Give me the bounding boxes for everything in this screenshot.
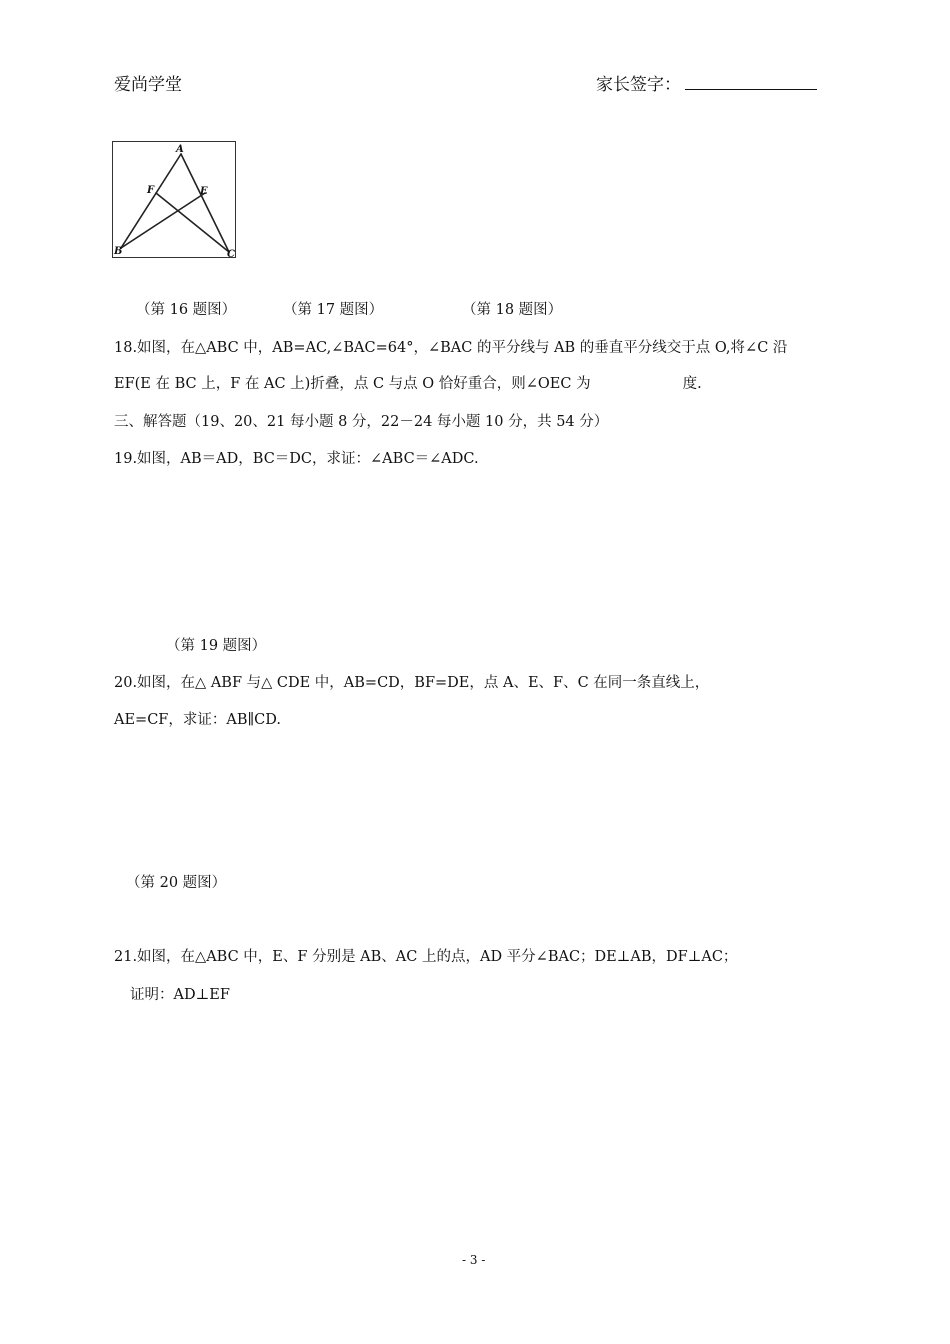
figure-q18 [112, 141, 236, 258]
q18-unit: 度. [682, 376, 702, 392]
caption-fig17: （第 17 题图） [283, 302, 384, 318]
q21-line1: 21.如图，在△ABC 中，E、F 分别是 AB、AC 上的点，AD 平分∠BAC；DE⊥AB，DF⊥AC； [114, 949, 738, 965]
segment-be [121, 193, 205, 248]
label-f: F [147, 185, 155, 196]
caption-fig19: （第 19 题图） [166, 638, 267, 654]
q21-line2: 证明：AD⊥EF [130, 987, 230, 1003]
caption-fig18: （第 18 题图） [462, 302, 563, 318]
label-a: A [176, 144, 184, 155]
label-e: E [200, 186, 208, 197]
q18-line2-text: EF(E 在 BC 上，F 在 AC 上)折叠，点 C 与点 O 恰好重合，则∠OEC 为 [114, 376, 591, 392]
label-c: C [227, 249, 235, 257]
q20-line1: 20.如图，在△ ABF 与△ CDE 中，AB=CD，BF=DE，点 A、E、F、C 在同一条直线上， [114, 675, 710, 691]
segment-ab [121, 154, 181, 248]
q18-line1: 18.如图，在△ABC 中，AB=AC,∠BAC=64°，∠BAC 的平分线与 AB 的垂直平分线交于点 O,将∠C 沿 [114, 340, 788, 356]
signature-line [685, 75, 817, 90]
signature-label: 家长签字： [596, 75, 681, 95]
q20-line2: AE=CF，求证：AB∥CD. [114, 712, 281, 728]
section-three-title: 三、解答题（19、20、21 每小题 8 分，22－24 每小题 10 分，共 54 分） [114, 414, 609, 430]
triangle-figure [113, 142, 235, 257]
label-b: B [114, 246, 123, 257]
q19-text: 19.如图，AB＝AD，BC＝DC，求证：∠ABC＝∠ADC. [114, 451, 479, 467]
brand-name: 爱尚学堂 [114, 75, 182, 95]
q18-line2 [114, 372, 702, 393]
caption-fig16: （第 16 题图） [136, 302, 237, 318]
page-number: - 3 - [462, 1253, 486, 1267]
parent-signature [596, 70, 817, 95]
caption-fig20: （第 20 题图） [126, 875, 227, 891]
segment-ac [181, 154, 229, 252]
